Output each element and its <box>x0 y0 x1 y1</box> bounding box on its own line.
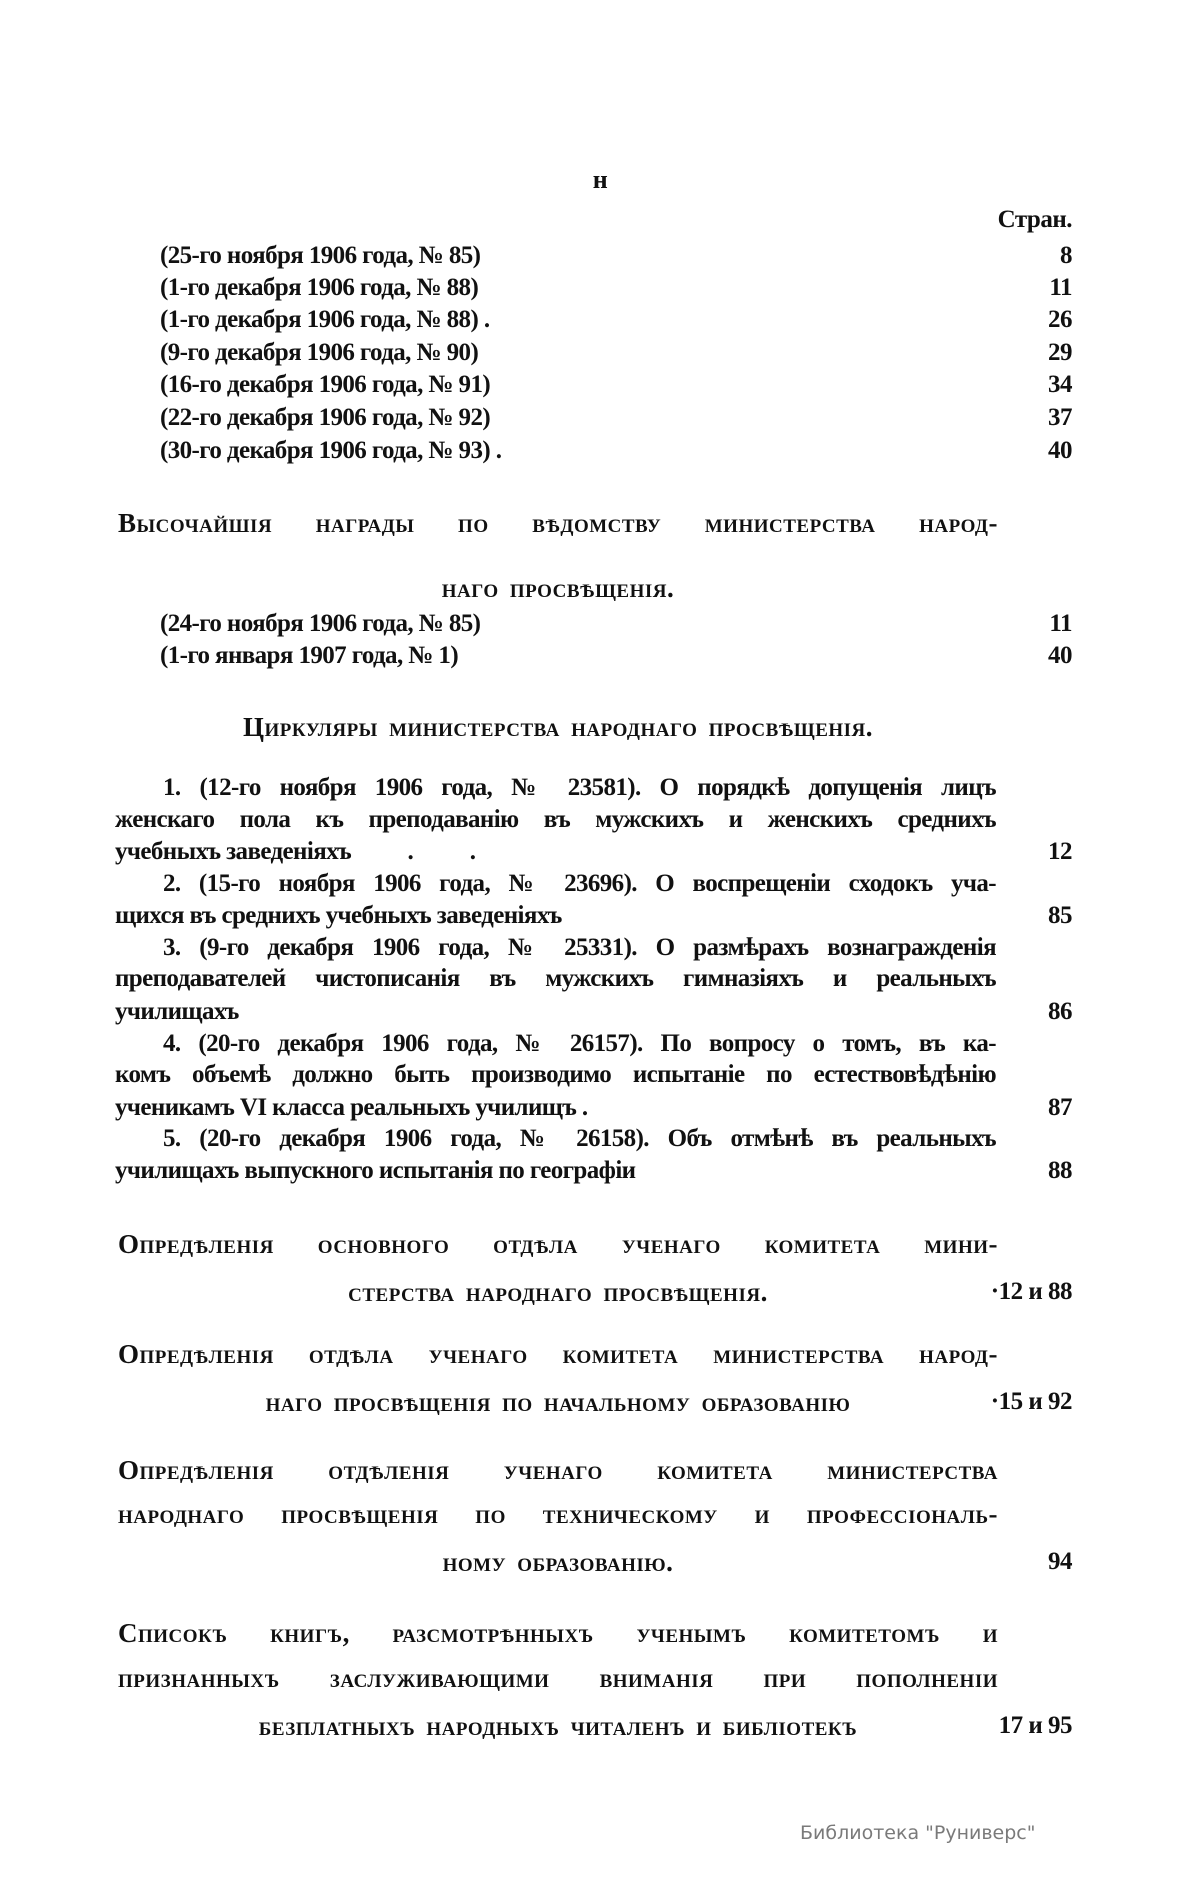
toc-entry <box>0 1709 1200 1743</box>
entry-text: (1-го декабря 1906 года, № 88) . <box>160 306 490 333</box>
section-heading: наго просвѣщенія. <box>441 573 675 603</box>
toc-entry <box>0 303 1200 337</box>
section-heading: Опредѣленія отдѣленія ученаго комитета министерства <box>118 1455 998 1485</box>
page-number: 11 <box>1049 610 1072 637</box>
page-number: 29 <box>1048 339 1072 366</box>
entry-text: комъ объемѣ должно быть производимо испытаніе по естествовѣдѣнію <box>115 1061 996 1088</box>
entry-text: 3. (9-го декабря 1906 года, № 25331). О размѣрахъ вознагражденія <box>163 934 996 961</box>
section-heading: Высочайшія награды по вѣдомству министерства народ- <box>118 508 998 538</box>
page-number: 88 <box>1048 1157 1072 1184</box>
toc-line <box>0 571 1200 605</box>
toc-entry <box>0 1275 1200 1309</box>
page-number: ·15 и 92 <box>990 1388 1072 1415</box>
page-number: 11 <box>1049 274 1072 301</box>
toc-line <box>0 1122 1200 1156</box>
toc-line <box>0 867 1200 901</box>
toc-entry <box>0 899 1200 933</box>
toc-entry <box>0 1545 1200 1579</box>
toc-entry <box>0 434 1200 468</box>
toc-line <box>0 1453 1200 1487</box>
entry-text: училищахъ <box>115 998 239 1025</box>
entry-text: 5. (20-го декабря 1906 года, № 26158). Объ отмѣнѣ въ реальныхъ <box>163 1125 996 1152</box>
toc-line <box>0 1337 1200 1371</box>
toc-line <box>0 931 1200 965</box>
entry-text: (30-го декабря 1906 года, № 93) . <box>160 437 502 464</box>
toc-entry <box>0 1091 1200 1125</box>
toc-entry <box>0 401 1200 435</box>
toc-entry <box>0 239 1200 273</box>
toc-line <box>0 962 1200 996</box>
page-number: 12 <box>1048 838 1072 865</box>
entry-text: женскаго пола къ преподаванію въ мужскихъ и женскихъ среднихъ <box>115 806 996 833</box>
entry-text: (24-го ноября 1906 года, № 85) <box>160 610 481 637</box>
column-header <box>0 203 1200 237</box>
toc-entry <box>0 1385 1200 1419</box>
section-heading: Опредѣленія отдѣла ученаго комитета министерства народ- <box>118 1339 998 1369</box>
section-heading: Циркуляры министерства народнаго просвѣщенія. <box>242 712 874 742</box>
toc-entry <box>0 271 1200 305</box>
toc-line <box>0 771 1200 805</box>
toc-entry <box>0 1154 1200 1188</box>
section-heading: Опредѣленія основного отдѣла ученаго комитета мини- <box>118 1229 998 1259</box>
toc-line <box>0 1027 1200 1061</box>
page-number: 85 <box>1048 902 1072 929</box>
toc-entry <box>0 639 1200 673</box>
entry-text: (25-го ноября 1906 года, № 85) <box>160 242 481 269</box>
page-mark <box>570 163 630 197</box>
entry-text: преподавателей чистописанія въ мужскихъ гимназіяхъ и реальныхъ <box>115 965 996 992</box>
section-heading: ному образованію. <box>442 1547 674 1577</box>
section-heading: признанныхъ заслуживающими вниманія при пополненіи <box>118 1663 998 1693</box>
entry-text: (9-го декабря 1906 года, № 90) <box>160 339 479 366</box>
page-number: 26 <box>1048 306 1072 333</box>
toc-line <box>0 506 1200 540</box>
toc-line <box>0 803 1200 837</box>
toc-entry <box>0 607 1200 641</box>
toc-line <box>0 1616 1200 1650</box>
column-header-text: Стран. <box>997 206 1072 233</box>
toc-line <box>0 1227 1200 1261</box>
entry-text: (16-го декабря 1906 года, № 91) <box>160 371 491 398</box>
library-watermark: Библиотека "Руниверс" <box>800 1822 1036 1844</box>
toc-entry <box>0 368 1200 402</box>
entry-text: 2. (15-го ноября 1906 года, № 23696). О воспрещеніи сходокъ уча- <box>163 870 996 897</box>
toc-line <box>0 710 1200 744</box>
section-heading: стерства народнаго просвѣщенія. <box>348 1277 768 1307</box>
page-mark-text: н <box>592 165 608 194</box>
page-number: 40 <box>1048 437 1072 464</box>
page-number: 87 <box>1048 1094 1072 1121</box>
entry-text: щихся въ среднихъ учебныхъ заведеніяхъ <box>115 902 562 929</box>
page-number: ·12 и 88 <box>990 1278 1072 1305</box>
toc-line <box>0 1497 1200 1531</box>
toc-line <box>0 1058 1200 1092</box>
page-number: 86 <box>1048 998 1072 1025</box>
toc-entry <box>0 336 1200 370</box>
entry-text: училищахъ выпускного испытанія по географіи <box>115 1157 636 1184</box>
section-heading: наго просвѣщенія по начальному образованію <box>265 1387 851 1417</box>
entry-text: 4. (20-го декабря 1906 года, № 26157). По вопросу о томъ, въ ка- <box>163 1030 996 1057</box>
section-heading: безплатныхъ народныхъ читаленъ и библіотекъ <box>258 1711 858 1741</box>
entry-text: учебныхъ заведеніяхъ . . <box>115 838 476 865</box>
page-number: 94 <box>1048 1548 1072 1575</box>
toc-line <box>0 1661 1200 1695</box>
page-number: 17 и 95 <box>998 1712 1072 1739</box>
page-number: 37 <box>1048 404 1072 431</box>
entry-text: ученикамъ VI класса реальныхъ училищъ . <box>115 1094 588 1121</box>
section-heading: народнаго просвѣщенія по техническому и профессіональ- <box>118 1499 998 1529</box>
toc-entry <box>0 995 1200 1029</box>
page-number: 8 <box>1060 242 1072 269</box>
entry-text: (1-го декабря 1906 года, № 88) <box>160 274 479 301</box>
page-number: 40 <box>1048 642 1072 669</box>
entry-text: (22-го декабря 1906 года, № 92) <box>160 404 491 431</box>
page-number: 34 <box>1048 371 1072 398</box>
toc-entry <box>0 835 1200 869</box>
section-heading: Списокъ книгъ, разсмотрѣнныхъ ученымъ комитетомъ и <box>118 1618 998 1648</box>
entry-text: (1-го января 1907 года, № 1) <box>160 642 459 669</box>
entry-text: 1. (12-го ноября 1906 года, № 23581). О порядкѣ допущенія лицъ <box>163 774 996 801</box>
